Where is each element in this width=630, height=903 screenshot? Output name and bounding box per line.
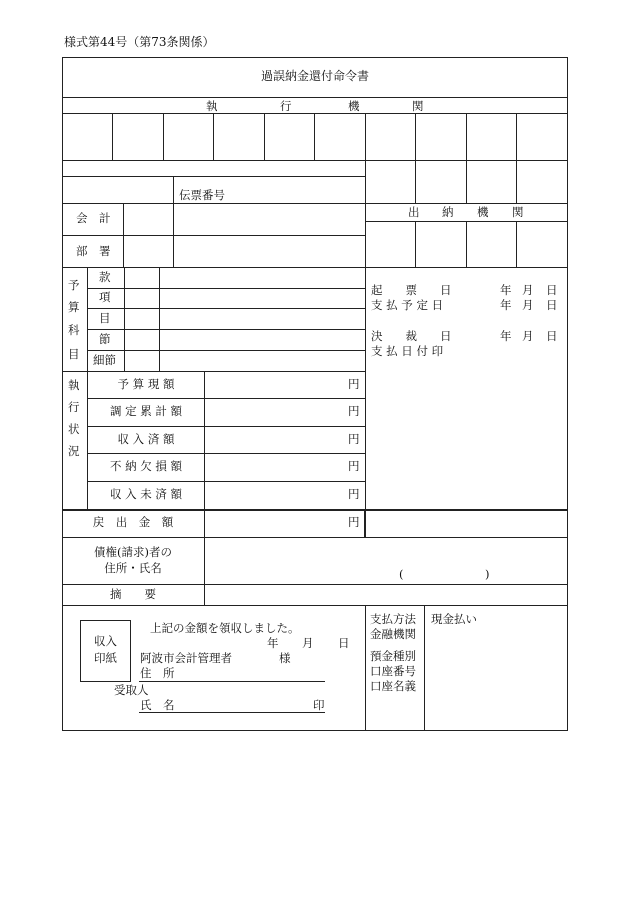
receipt-month: 月 xyxy=(302,636,314,650)
address-label: 住 所 xyxy=(140,666,175,680)
yen-2: 円 xyxy=(348,404,360,418)
yen-4: 円 xyxy=(348,459,360,473)
payment-method-value: 現金払い xyxy=(431,612,477,626)
recipient-accountant: 阿波市会計管理者 xyxy=(140,651,232,665)
rule-line xyxy=(87,308,365,309)
rule-line xyxy=(62,113,568,114)
exec-row-received: 収 入 済 額 xyxy=(117,432,175,446)
exec-status-char-4: 況 xyxy=(68,444,80,458)
rule-line xyxy=(516,221,517,267)
exec-row-loss: 不 納 欠 損 額 xyxy=(109,459,183,473)
rule-line xyxy=(415,221,416,267)
treasury-agency-char-4: 関 xyxy=(512,205,524,219)
department-label: 部 署 xyxy=(76,244,111,258)
rule-line xyxy=(62,97,568,98)
name-label: 氏 名 xyxy=(140,698,175,712)
form-title: 過誤納金還付命令書 xyxy=(260,69,369,83)
treasury-agency-char-2: 納 xyxy=(442,205,454,219)
exec-agency-char-1: 執 xyxy=(206,99,218,113)
exec-row-assessed: 調 定 累 計 額 xyxy=(109,404,183,418)
receipt-statement: 上記の金額を領収しました。 xyxy=(150,621,300,635)
accounting-label: 会 計 xyxy=(76,211,111,225)
rule-line xyxy=(264,113,265,160)
exec-status-char-3: 状 xyxy=(68,422,80,436)
decision-month: 月 xyxy=(522,329,534,343)
rule-line xyxy=(123,203,124,268)
rule-line xyxy=(87,398,365,399)
rule-line xyxy=(62,605,568,606)
receipt-day: 日 xyxy=(338,636,350,650)
planned-month: 月 xyxy=(522,298,534,312)
budget-item-char-4: 目 xyxy=(68,347,80,361)
rule-line xyxy=(173,176,174,268)
budget-level-kan: 款 xyxy=(99,270,111,284)
exec-agency-char-2: 行 xyxy=(280,99,292,113)
summary-label: 摘 要 xyxy=(110,587,156,601)
budget-item-char-1: 予 xyxy=(68,278,80,292)
creditor-label-1: 債権(請求)者の xyxy=(94,545,172,559)
rule-line xyxy=(314,113,315,160)
planned-payment-date-label: 支 払 予 定 日 xyxy=(371,298,444,312)
rule-line xyxy=(87,350,365,351)
rule-line xyxy=(466,221,467,267)
treasury-agency-char-3: 機 xyxy=(477,205,489,219)
rule-line xyxy=(365,605,366,731)
rule-line xyxy=(139,681,325,682)
creditor-paren-close: ) xyxy=(485,567,490,581)
rule-line xyxy=(213,113,214,160)
stamp-text-2: 印紙 xyxy=(94,651,117,665)
treasury-agency-char-1: 出 xyxy=(408,205,420,219)
seal-mark: 印 xyxy=(313,698,325,712)
decision-year: 年 xyxy=(500,329,512,343)
form-number: 様式第44号（第73条関係） xyxy=(64,35,215,49)
payment-method-label: 支払方法 xyxy=(370,612,416,626)
rule-line xyxy=(62,267,568,268)
exec-status-char-2: 行 xyxy=(68,400,80,414)
budget-level-moku: 目 xyxy=(99,311,111,325)
receipt-year: 年 xyxy=(267,636,279,650)
rule-line xyxy=(62,203,568,204)
planned-year: 年 xyxy=(500,298,512,312)
refund-amount-label: 戻 出 金 額 xyxy=(92,515,174,529)
issue-day: 日 xyxy=(546,283,558,297)
rule-line xyxy=(365,267,366,509)
rule-line xyxy=(163,113,164,160)
exec-agency-char-4: 関 xyxy=(412,99,424,113)
rule-line xyxy=(62,584,568,585)
rule-line xyxy=(424,605,425,731)
budget-level-saisetsu: 細節 xyxy=(93,353,116,367)
yen-3: 円 xyxy=(348,432,360,446)
rule-line xyxy=(62,160,568,161)
payment-date-stamp-label: 支 払 日 付 印 xyxy=(371,344,444,358)
rule-line xyxy=(204,537,205,605)
exec-row-budget: 予 算 現 額 xyxy=(117,377,175,391)
rule-line xyxy=(62,371,365,372)
rule-line xyxy=(364,509,366,538)
rule-line xyxy=(87,453,365,454)
creditor-label-2: 住所・氏名 xyxy=(104,561,162,575)
rule-line xyxy=(62,509,568,511)
budget-item-char-2: 算 xyxy=(68,300,80,314)
issue-date-label: 起 票 日 xyxy=(371,283,452,297)
decision-date-label: 決 裁 日 xyxy=(371,329,452,343)
rule-line xyxy=(112,113,113,160)
yen-1: 円 xyxy=(348,377,360,391)
rule-line xyxy=(87,329,365,330)
rule-line xyxy=(415,113,416,203)
budget-level-setsu: 節 xyxy=(99,332,111,346)
rule-line xyxy=(466,113,467,203)
receiver-label: 受取人 xyxy=(114,683,149,697)
recipient-honorific: 様 xyxy=(279,651,291,665)
rule-line xyxy=(516,113,517,203)
budget-level-kou: 項 xyxy=(99,290,111,304)
budget-item-char-3: 科 xyxy=(68,323,80,337)
rule-line xyxy=(87,267,88,371)
rule-line xyxy=(124,267,125,371)
rule-line xyxy=(365,113,366,268)
planned-day: 日 xyxy=(546,298,558,312)
issue-month: 月 xyxy=(522,283,534,297)
account-number-label: 口座番号 xyxy=(370,664,416,678)
rule-line xyxy=(62,537,568,538)
rule-line xyxy=(87,426,365,427)
bank-label: 金融機関 xyxy=(370,627,416,641)
creditor-paren-open: ( xyxy=(399,567,404,581)
rule-line xyxy=(62,235,365,236)
rule-line xyxy=(204,371,205,537)
account-holder-label: 口座名義 xyxy=(370,679,416,693)
rule-line xyxy=(159,267,160,371)
deposit-type-label: 預金種別 xyxy=(370,649,416,663)
rule-line xyxy=(62,176,365,177)
stamp-text-1: 収入 xyxy=(94,634,117,648)
rule-line xyxy=(87,288,365,289)
rule-line xyxy=(139,712,325,713)
decision-day: 日 xyxy=(546,329,558,343)
refund-order-form xyxy=(62,57,568,731)
rule-line xyxy=(87,481,365,482)
exec-status-char-1: 執 xyxy=(68,378,80,392)
yen-5: 円 xyxy=(348,487,360,501)
refund-yen: 円 xyxy=(348,515,360,529)
issue-year: 年 xyxy=(500,283,512,297)
exec-agency-char-3: 機 xyxy=(348,99,360,113)
slip-number-label: 伝票番号 xyxy=(179,188,225,202)
exec-row-unreceived: 収 入 未 済 額 xyxy=(109,487,183,501)
